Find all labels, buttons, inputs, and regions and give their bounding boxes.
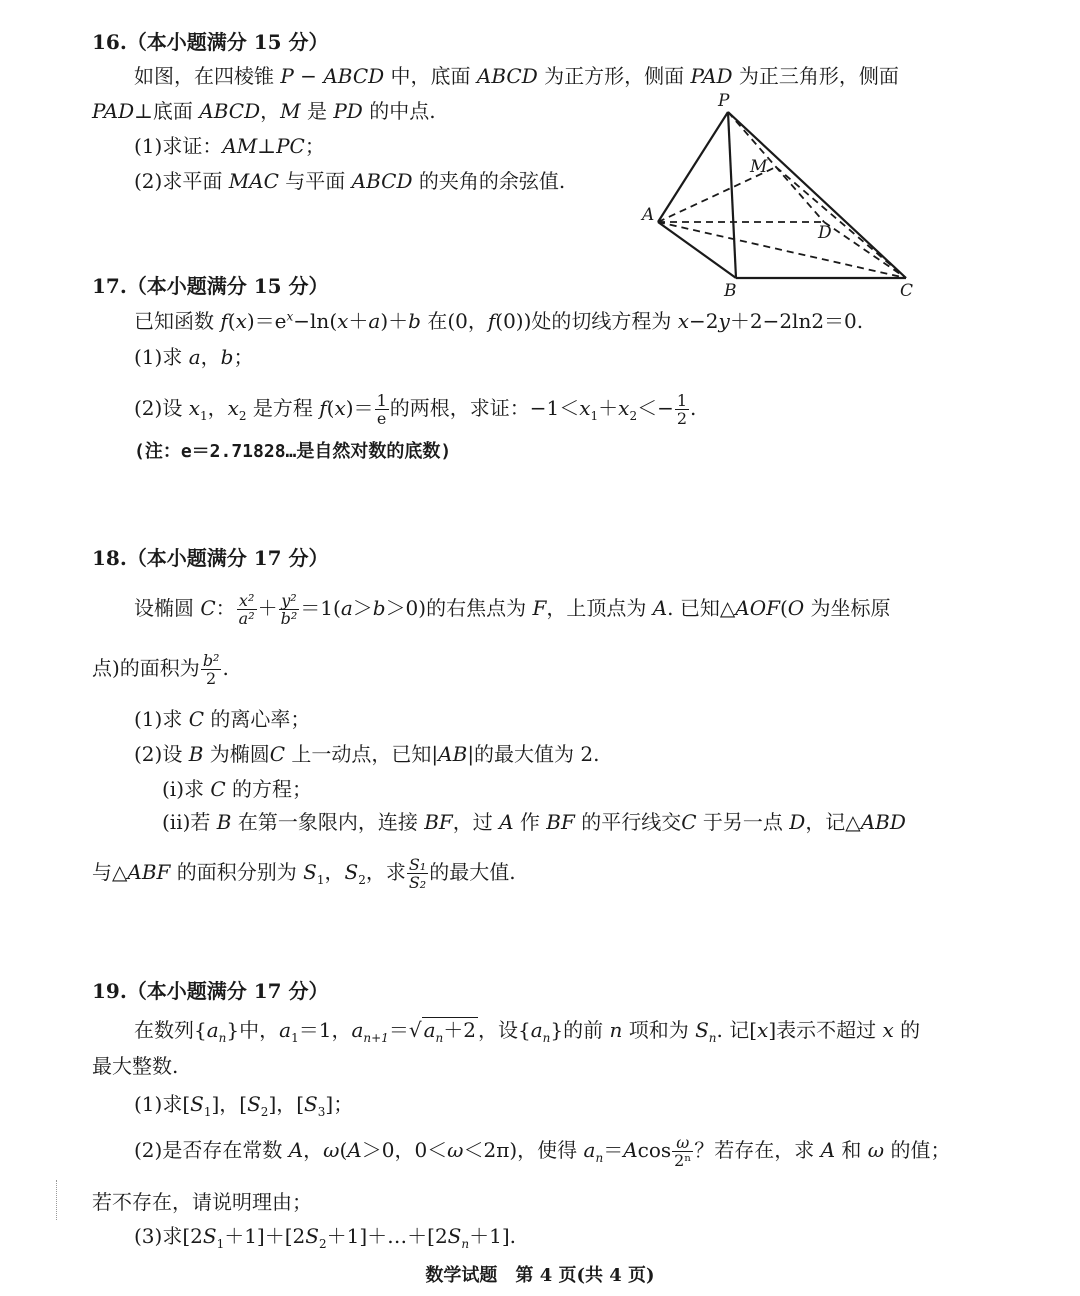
frac-S1-S2: $\frac{\text{S₁}}{\text{S₂}}$ — [408, 855, 427, 892]
frac-b2-2: $\frac{\text{b²}}{2}$ — [202, 651, 220, 688]
q18-subpart1: (i)求 C 的方程； — [162, 777, 313, 801]
q17-note: (注：e＝2.71828…是自然对数的底数) — [134, 441, 452, 462]
q18-line2: 点)的面积为 $\frac{\text{b²}}{2}$ . — [92, 651, 229, 688]
q16-line1: 如图，在四棱锥 P − ABCD 中，底面 ABCD 为正方形，侧面 PAD 为正三角形，侧面 — [134, 64, 899, 88]
q17-part2: (2)设 $x_1$，$x_2$ 是方程 f(x)＝ $\frac{1}{e}$ 的两根，求证：$-1<x_1+x_2<-$ $\frac{1}{2}$ . — [134, 391, 697, 428]
q17-line1: 已知函数 $f(x)=e^x-\ln(x+a)+b$ 在(0，f(0))处的切线方程为 x−2y＋2−2ln2＝0. — [134, 309, 864, 333]
frac-omega-2n: $\frac{\omega}{\text{2ⁿ}}$ — [674, 1133, 692, 1170]
label-C: C — [900, 281, 914, 301]
q16-line2: PAD⊥底面 ABCD，M 是 PD 的中点. — [92, 99, 436, 123]
label-M: M — [750, 157, 768, 177]
q19-line2: 最大整数. — [92, 1054, 179, 1078]
q18-part2: (2)设 B 为椭圆C 上一动点，已知|AB|的最大值为 2. — [134, 742, 600, 766]
frac-x2-a2: $\frac{\text{x²}}{\text{a²}}$ — [238, 591, 255, 628]
edge-PB — [728, 112, 736, 278]
q18-part1: (1)求 C 的离心率； — [134, 707, 311, 731]
label-D: D — [818, 223, 832, 243]
frac-y2-b2: $\frac{\text{y²}}{\text{b²}}$ — [280, 591, 298, 628]
q17-part1: (1)求 a，b； — [134, 345, 254, 369]
q16-part2: (2)求平面 MAC 与平面 ABCD 的夹角的余弦值. — [134, 169, 566, 193]
page-footer: 数学试题 第 4 页(共 4 页) — [425, 1265, 655, 1286]
q19-header: 19.（本小题满分 17 分） — [92, 979, 329, 1003]
q19-part3: (3)求$[2S_1+1]+[2S_2+1]+\dots+[2S_n+1]$. — [134, 1224, 516, 1251]
label-B: B — [724, 281, 737, 301]
q17-header: 17.（本小题满分 15 分） — [92, 274, 329, 298]
label-P: P — [718, 92, 730, 111]
q19-line4: 若不存在，请说明理由； — [92, 1190, 312, 1214]
edge-PC — [728, 112, 906, 278]
q19-line1: 在数列$\{a_n\}$中，$a_1=1$，$a_{n+1}=√$ $a_n+2$ ，设$\{a_n\}$的前 n 项和为 $S_n$. 记[x]表示不超过 x 的 — [134, 1018, 921, 1045]
frac-one-over-e: $\frac{1}{e}$ — [376, 391, 387, 428]
q18-header: 18.（本小题满分 17 分） — [92, 546, 329, 570]
q19-part2: (2)是否存在常数 A，ω(A＞0，0＜ω＜2π)，使得 $a_n=Acos$ $\frac{\omega}{\text{2ⁿ}}$ ？若存在，求 A 和 ω 的值； — [134, 1133, 951, 1170]
edge-DC-hidden — [824, 222, 906, 278]
q16-header: 16.（本小题满分 15 分） — [92, 30, 329, 54]
sqrt-expression: $a_n+2$ — [423, 1018, 476, 1045]
q16-part1: (1)求证：AM⊥PC； — [134, 134, 325, 158]
pyramid-figure — [638, 92, 918, 302]
q18-line3: 与△ABF 的面积分别为 $S_1$，$S_2$，求 $\frac{\text{S₁}}{\text{S₂}}$ 的最大值. — [92, 855, 516, 892]
frac-one-half: $\frac{1}{2}$ — [676, 391, 688, 428]
q18-subpart2: (ii)若 B 在第一象限内，连接 BF，过 A 作 BF 的平行线交C 于另一点 D，记△ABD — [162, 810, 906, 834]
margin-mark — [56, 1180, 63, 1220]
q19-part1: (1)求$[S_1]$，$[S_2]$，$[S_3]$； — [134, 1092, 354, 1119]
label-A: A — [642, 205, 655, 225]
q18-line1: 设椭圆 C： $\frac{\text{x²}}{\text{a²}}$ ＋ $\frac{\text{y²}}{\text{b²}}$ ＝1(a＞b＞0)的右焦点为 F，上顶点为 A. 已知△AOF(O 为坐标原 — [134, 591, 891, 628]
